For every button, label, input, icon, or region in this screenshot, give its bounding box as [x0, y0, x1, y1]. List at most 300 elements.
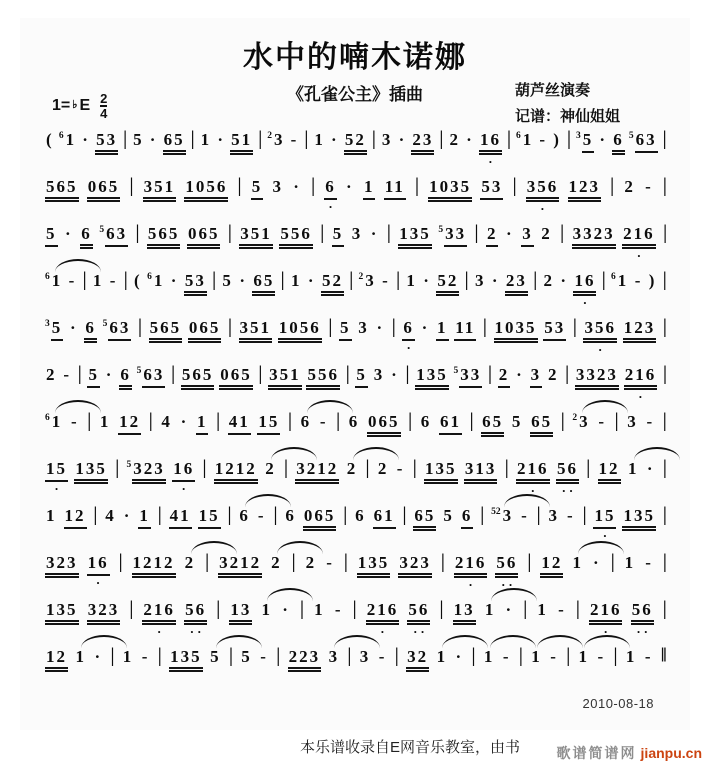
source-note: 本乐谱收录自E网音乐教室，由书	[299, 739, 520, 756]
meter-denominator: 4	[100, 106, 108, 121]
music-line	[45, 503, 668, 553]
note-token: 351	[239, 318, 273, 343]
grace-note: 5	[628, 131, 634, 141]
note-token: 216 ·	[366, 600, 399, 639]
bar-line: ‖	[660, 644, 667, 666]
grace-note: 5	[126, 460, 132, 470]
note-token: 6 ·	[325, 177, 336, 214]
note-token: 6	[84, 318, 97, 343]
bar-line: |	[216, 597, 221, 619]
note-token: $^2$ 3	[267, 130, 285, 149]
note-token: 135	[169, 647, 203, 672]
bar-line: |	[533, 268, 538, 290]
bar-line: |	[440, 550, 445, 572]
note-token: 3	[381, 130, 393, 149]
bar-line: |	[402, 503, 407, 525]
note-token: 16 ·	[574, 271, 596, 310]
note-token: 2	[543, 271, 554, 290]
low-octave-dot: ·	[54, 481, 62, 496]
bar-line: |	[320, 221, 325, 243]
bar-line: |	[415, 174, 419, 196]
note-token: 1	[261, 600, 273, 619]
grace-note: 5	[136, 366, 142, 376]
dot-augmentation: ·	[491, 271, 500, 290]
dash-extension: -	[502, 647, 511, 666]
bar-line: |	[614, 409, 619, 431]
note-token: 6	[355, 506, 366, 525]
bar-line: |	[507, 127, 511, 149]
dash-extension: -	[70, 412, 79, 431]
bar-line: |	[471, 644, 476, 666]
bar-line: |	[328, 315, 333, 337]
flat-icon: ♭	[72, 98, 78, 111]
dash-extension: -	[290, 130, 299, 149]
music-line	[45, 268, 668, 318]
bar-line: |	[258, 362, 263, 384]
time-signature	[100, 92, 107, 120]
dot-augmentation: ·	[105, 365, 114, 384]
note-token: $^2$ 3	[572, 412, 590, 431]
note-token: 1	[436, 647, 448, 666]
grace-note: 2	[572, 413, 578, 423]
dash-extension: -	[319, 412, 328, 431]
dash-extension: -	[646, 412, 655, 431]
subtitle-row	[20, 80, 690, 136]
note-token: 065	[187, 224, 221, 249]
bar-line: |	[464, 268, 469, 290]
bar-line: |	[123, 127, 127, 149]
note-token: 3212	[218, 553, 262, 578]
dot-augmentation: ·	[331, 130, 339, 149]
low-octave-dot: ·	[598, 342, 606, 357]
bar-line: |	[560, 221, 565, 243]
note-token: 53	[480, 177, 503, 200]
dot-augmentation: ·	[149, 130, 158, 149]
dot-augmentation: ·	[293, 177, 301, 196]
note-token: 65	[252, 271, 275, 296]
note-token: 135	[398, 224, 432, 249]
bar-line: |	[439, 127, 444, 149]
key-prefix: 1=	[52, 97, 71, 114]
meter-numerator: 2	[100, 91, 108, 106]
dash-extension: -	[382, 271, 390, 290]
note-token: 6 ·	[403, 318, 414, 355]
key-letter: E	[79, 97, 91, 114]
note-token: 15 ·	[594, 506, 616, 543]
bar-line: |	[566, 644, 571, 666]
bar-line: |	[138, 315, 142, 337]
note-token: 135	[622, 506, 656, 531]
grace-note: 5	[102, 319, 108, 329]
note-token: 56 ··	[631, 600, 653, 639]
note-token: 223	[288, 647, 322, 672]
note-token: $^5$ 63	[99, 224, 128, 247]
bar-line: |	[469, 409, 474, 431]
note-token: 1	[578, 647, 590, 666]
note-token: 1	[92, 271, 104, 290]
dot-augmentation: ·	[69, 318, 78, 337]
bar-line: |	[202, 456, 207, 478]
note-token: 556	[306, 365, 340, 390]
dash-extension: -	[378, 647, 387, 666]
dot-augmentation: ·	[82, 130, 90, 149]
note-token: $^3$ 5	[45, 318, 63, 341]
note-token: 6	[285, 506, 296, 525]
note-token: 5	[355, 365, 368, 388]
bar-line: |	[284, 456, 288, 478]
bar-line: |	[662, 268, 667, 290]
dash-extension: -	[558, 600, 566, 619]
paren: (	[46, 130, 54, 149]
performer: 葫芦丝演奏	[514, 82, 590, 99]
dash-extension: -	[598, 412, 607, 431]
dash-extension: -	[68, 271, 77, 290]
bar-line: |	[304, 127, 309, 149]
bar-line: |	[291, 550, 296, 572]
song-subtitle: 《孔雀公主》插曲	[287, 85, 423, 104]
low-octave-dot: ·	[406, 340, 414, 355]
note-token: 2	[547, 365, 559, 384]
dot-augmentation: ·	[217, 130, 225, 149]
dash-extension: -	[326, 553, 334, 572]
note-token: 565	[149, 318, 183, 343]
note-token: 313	[464, 459, 498, 484]
dash-extension: -	[597, 647, 606, 666]
dot-augmentation: ·	[170, 271, 179, 290]
note-token: 12	[64, 506, 87, 529]
note-token: 3	[548, 506, 560, 525]
note-token: $^5$ 33	[438, 224, 467, 247]
low-octave-dot: ·	[602, 528, 611, 543]
note-token: 3	[373, 365, 385, 384]
note-token: 1	[406, 271, 417, 290]
music-line	[45, 174, 668, 224]
dash-extension: -	[141, 647, 150, 666]
note-token: 1	[314, 130, 325, 149]
bar-line: |	[343, 503, 348, 525]
note-token: 216 ·	[589, 600, 622, 639]
note-token: 1035	[494, 318, 538, 343]
note-token: 065	[219, 365, 253, 390]
bar-line: |	[118, 550, 123, 572]
low-octave-dot: ·	[328, 199, 336, 214]
low-octave-dot: ·	[468, 577, 476, 592]
music-line	[45, 644, 668, 694]
note-token: 5	[222, 271, 233, 290]
note-token: 1	[484, 600, 496, 619]
note-token: $^6$ 1	[58, 130, 77, 149]
note-token: 3	[328, 647, 340, 666]
note-token: 5	[133, 130, 144, 149]
bar-line: |	[93, 503, 98, 525]
dot-augmentation: ·	[346, 177, 354, 196]
grace-note: 5	[99, 225, 105, 235]
dot-augmentation: ·	[370, 224, 379, 243]
grace-note: 2	[267, 131, 272, 141]
bar-line: |	[336, 409, 341, 431]
bar-line: |	[276, 644, 281, 666]
bar-line: |	[347, 644, 352, 666]
note-token: 53	[184, 271, 207, 296]
grace-note: 2	[358, 272, 364, 282]
dash-extension: -	[260, 647, 268, 666]
note-token: 135	[45, 600, 79, 625]
music-line	[45, 456, 668, 506]
note-token: 123	[568, 177, 602, 202]
note-token: 135	[424, 459, 458, 484]
bar-line: |	[576, 597, 580, 619]
note-token: 2	[449, 130, 460, 149]
low-octave-dot: ··	[189, 624, 205, 639]
note-token: 51	[230, 130, 253, 155]
low-octave-dot: ·	[540, 201, 548, 216]
note-token: 1056	[184, 177, 228, 202]
note-token: 1	[572, 553, 583, 572]
note-token: 6	[348, 412, 360, 431]
note-token: 1	[138, 506, 151, 529]
bar-line: |	[408, 409, 412, 431]
bar-line: |	[82, 268, 87, 290]
note-token: 6	[239, 506, 250, 525]
note-token: 3	[358, 318, 369, 337]
bar-line: |	[273, 503, 278, 525]
dot-augmentation: ·	[455, 647, 464, 666]
note-token: 15	[198, 506, 221, 529]
note-token: 2	[265, 459, 276, 478]
low-octave-dot: ·	[95, 575, 104, 590]
note-token: $^5$ 63	[629, 130, 658, 153]
note-token: 32	[406, 647, 429, 672]
paren: (	[134, 271, 142, 290]
low-octave-dot: ··	[501, 577, 516, 592]
paren: )	[553, 130, 561, 149]
note-token: 2	[498, 365, 511, 388]
note-token: 52	[344, 130, 367, 155]
note-token: 56 ··	[496, 553, 518, 592]
bar-line: |	[572, 315, 577, 337]
note-token: 41	[228, 412, 251, 435]
note-token: 3	[530, 365, 543, 388]
note-token: 1	[122, 647, 134, 666]
song-title: 水中的喃木诺娜	[243, 41, 467, 74]
note-token: 556	[279, 224, 313, 249]
note-token: 065	[367, 412, 401, 437]
note-token: $^5$ 63	[137, 365, 166, 388]
grace-note: 3	[45, 319, 50, 329]
low-octave-dot: ·	[638, 389, 646, 404]
dash-extension: -	[63, 365, 72, 384]
note-token: 11	[454, 318, 476, 341]
note-token: 4	[105, 506, 116, 525]
transcriber: 记谱：神仙姐姐	[514, 108, 620, 126]
grace-note: 5	[438, 225, 444, 235]
note-token: 1	[200, 130, 212, 149]
low-octave-dot: ·	[488, 154, 496, 169]
bar-line: |	[157, 503, 162, 525]
note-token: 5	[339, 318, 352, 341]
note-token: 1212	[132, 553, 176, 578]
bar-line: |	[586, 456, 591, 478]
note-token: 61	[373, 506, 396, 529]
note-token: 65	[530, 412, 553, 437]
note-token: 15	[257, 412, 280, 435]
note-token: 1	[625, 647, 637, 666]
note-token: 5	[87, 365, 100, 388]
note-token: 1056	[278, 318, 322, 343]
bar-line: |	[582, 503, 587, 525]
note-token: 53	[543, 318, 566, 341]
bar-line: |	[123, 268, 128, 290]
note-token: 5	[241, 647, 252, 666]
note-token: $^6$ 1	[516, 130, 534, 149]
bar-line: |	[343, 550, 348, 572]
bar-line: |	[77, 362, 82, 384]
note-token: 1212	[214, 459, 258, 484]
dot-augmentation: ·	[123, 506, 132, 525]
bar-line: |	[662, 597, 667, 619]
music-line	[45, 127, 668, 177]
dot-augmentation: ·	[391, 365, 399, 384]
grace-note: 6	[45, 413, 50, 423]
dot-augmentation: ·	[593, 553, 601, 572]
dot-augmentation: ·	[282, 600, 290, 619]
note-token: 3	[474, 271, 486, 290]
note-token: $^6$ 1	[45, 412, 63, 431]
note-token: 6	[300, 412, 312, 431]
note-token: $^6$ 1	[611, 271, 629, 290]
grace-note: 52	[491, 507, 501, 517]
note-token: 3323	[572, 224, 616, 249]
note-token: 2	[377, 459, 389, 478]
note-token: 1	[531, 647, 542, 666]
note-token: 3	[521, 224, 534, 247]
music-line	[45, 362, 668, 412]
watermark-url: jianpu.cn	[640, 745, 702, 761]
credits	[515, 78, 620, 131]
bar-line: |	[110, 644, 115, 666]
bar-line: |	[229, 644, 233, 666]
dot-augmentation: ·	[421, 318, 430, 337]
note-token: 5	[511, 412, 523, 431]
bar-line: |	[190, 127, 195, 149]
note-token: 1	[99, 412, 111, 431]
bar-line: |	[610, 174, 615, 196]
note-token: $^5$ 323	[127, 459, 166, 484]
bar-line: |	[663, 221, 667, 243]
dash-extension: -	[567, 506, 575, 525]
note-token: 135	[415, 365, 449, 390]
note-token: 6	[80, 224, 93, 249]
note-token: 6	[612, 130, 625, 155]
note-token: 565	[45, 177, 79, 202]
key-signature	[52, 92, 107, 120]
dash-extension: -	[521, 506, 529, 525]
note-token: 4	[161, 412, 172, 431]
dash-extension: -	[396, 459, 405, 478]
note-token: 323	[87, 600, 121, 625]
note-token: $^3$ 5	[576, 130, 594, 153]
bar-line: |	[405, 362, 410, 384]
note-token: 135	[357, 553, 391, 578]
paren: )	[648, 271, 657, 290]
bar-line: |	[474, 221, 479, 243]
dash-extension: -	[550, 647, 558, 666]
bar-line: |	[352, 597, 357, 619]
grace-note: 6	[611, 272, 616, 282]
note-token: 3323	[575, 365, 619, 390]
note-token: 12	[598, 459, 621, 484]
note-token: 52	[436, 271, 459, 296]
note-token: 3	[627, 412, 638, 431]
dash-extension: -	[634, 271, 643, 290]
dot-augmentation: ·	[94, 647, 103, 666]
dot-augmentation: ·	[65, 224, 73, 243]
low-octave-dot: ··	[561, 483, 577, 498]
dot-augmentation: ·	[505, 224, 514, 243]
bar-line: |	[662, 456, 667, 478]
bar-line: |	[567, 127, 571, 149]
bar-line: |	[662, 409, 667, 431]
note-token: 2	[624, 177, 635, 196]
dot-augmentation: ·	[599, 130, 608, 149]
note-token: $^6$ 1	[45, 271, 63, 290]
bar-line: |	[663, 550, 667, 572]
note-token: $^6$ 1	[147, 271, 165, 290]
low-octave-dot: ·	[636, 248, 645, 263]
note-token: 2	[271, 553, 282, 572]
date-label: 2010-08-18	[582, 696, 654, 711]
bar-line: |	[349, 268, 354, 290]
bar-line: |	[345, 362, 350, 384]
note-token: 1	[75, 647, 86, 666]
bar-line: |	[412, 456, 417, 478]
bar-line: |	[488, 362, 492, 384]
note-token: 216 ·	[624, 365, 657, 404]
bar-line: |	[288, 409, 292, 431]
bar-line: |	[523, 597, 528, 619]
bar-line: |	[135, 221, 140, 243]
note-token: 216 ·	[623, 224, 655, 263]
music-line	[45, 221, 668, 271]
note-token: 6	[420, 412, 432, 431]
bar-line: |	[228, 221, 232, 243]
note-token: $^5$ 63	[103, 318, 132, 341]
low-octave-dot: ·	[530, 483, 538, 498]
bar-line: |	[560, 409, 565, 431]
dot-augmentation: ·	[505, 600, 514, 619]
note-token: 1	[196, 412, 209, 435]
bar-line: |	[504, 456, 509, 478]
note-token: 1035	[428, 177, 472, 202]
dash-extension: -	[257, 506, 266, 525]
note-token: 65	[163, 130, 186, 155]
bar-line: |	[237, 174, 242, 196]
bar-line: |	[157, 644, 162, 666]
note-token: 2	[486, 224, 499, 247]
bar-line: |	[663, 174, 667, 196]
note-token: 65	[413, 506, 436, 531]
dot-augmentation: ·	[376, 318, 385, 337]
grace-note: 6	[516, 131, 521, 141]
note-token: 216 ·	[143, 600, 175, 639]
bar-line: |	[311, 174, 315, 196]
dash-extension: -	[644, 647, 653, 666]
note-token: 61	[439, 412, 462, 435]
dot-augmentation: ·	[423, 271, 431, 290]
dash-extension: -	[645, 177, 653, 196]
note-token: 56 ··	[408, 600, 430, 639]
bar-line: |	[613, 644, 618, 666]
